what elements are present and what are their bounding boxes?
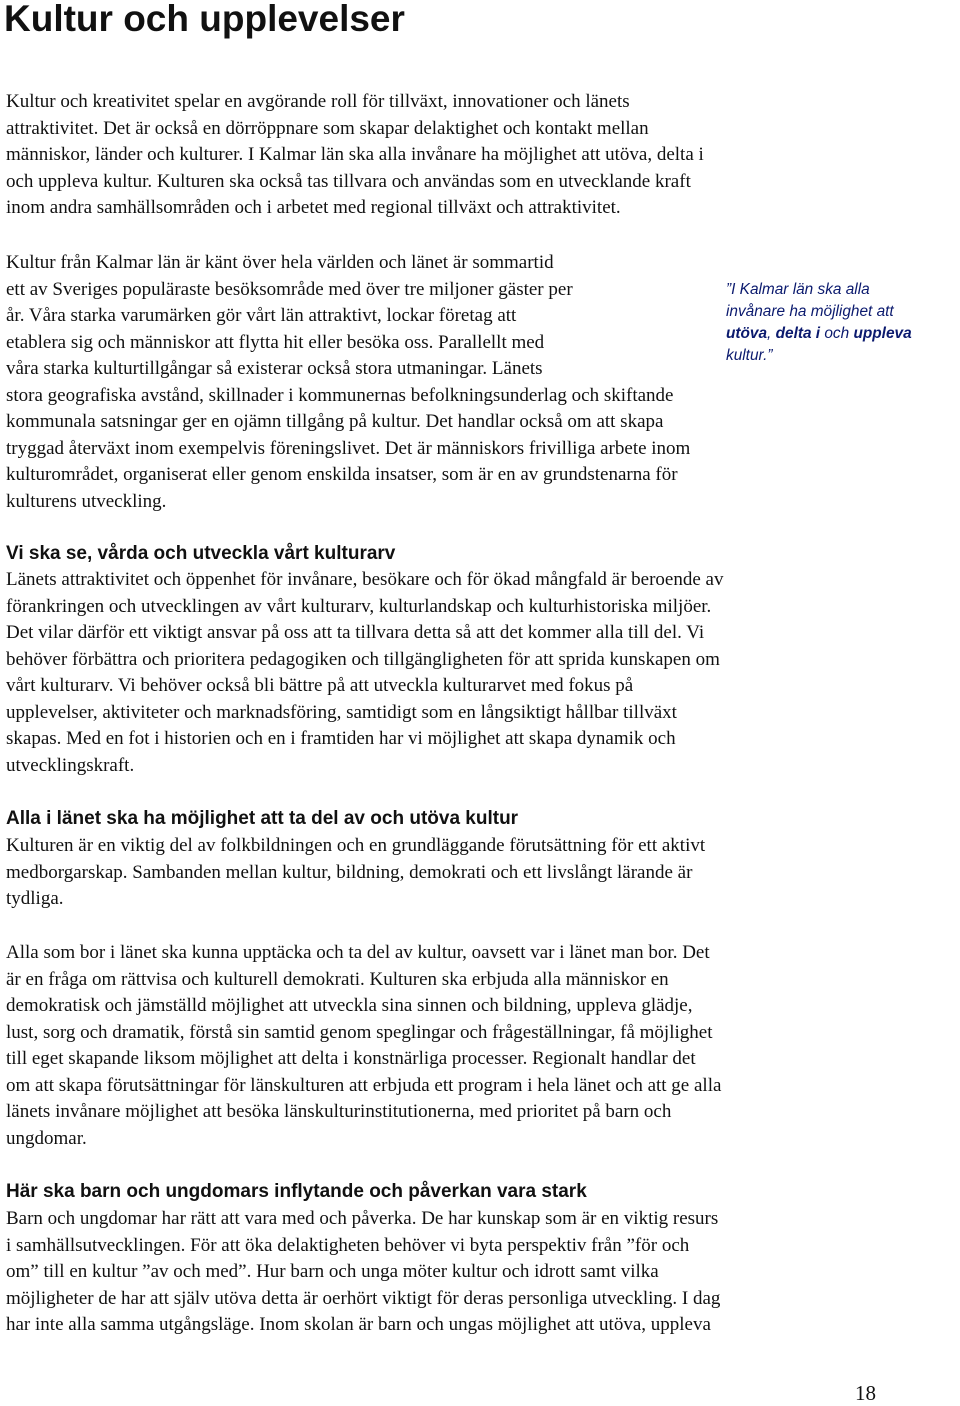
- kalmar-paragraph: [6, 250, 690, 515]
- text-line: om att skapa förutsättningar för länskulturen att erbjuda ett program i hela länet och att ge alla: [6, 1074, 722, 1096]
- pull-quote-separator: ,: [767, 325, 776, 342]
- page-number: 18: [855, 1381, 876, 1405]
- text-line: ungdomar.: [6, 1127, 87, 1149]
- pull-quote-line: ”I Kalmar län ska alla: [726, 281, 870, 298]
- text-line: våra starka kulturtillgångar så existerar också stora utmaningar. Länets: [6, 358, 543, 379]
- text-line: Kultur och kreativitet spelar en avgörande roll för tillväxt, innovationer och länets: [6, 91, 630, 112]
- page-title: Kultur och upplevelser: [4, 0, 405, 39]
- pull-quote: [726, 279, 960, 367]
- pull-quote-line: [726, 323, 960, 345]
- intro-paragraph: [6, 89, 704, 222]
- pull-quote-emphasis: uppleva: [853, 325, 912, 342]
- text-line: och uppleva kultur. Kulturen ska också tas tillvara och användas som en utvecklande kraft: [6, 170, 691, 192]
- text-line: attraktivitet. Det är också en dörröppnare som skapar delaktighet och kontakt mellan: [6, 117, 649, 139]
- text-line: länets invånare möjlighet att besöka länskulturinstitutionerna, med prioritet på barn och: [6, 1101, 672, 1122]
- text-line: medborgarskap. Sambanden mellan kultur, bildning, demokrati och ett livslångt lärande är: [6, 861, 693, 883]
- pull-quote-separator: och: [820, 325, 854, 342]
- text-line: Det vilar därför ett viktigt ansvar på oss att ta tillvara detta så att det kommer alla till del. Vi: [6, 622, 705, 643]
- text-line: skapas. Med en fot i historien och en i framtiden har vi möjlighet att skapa dynamik och: [6, 728, 676, 749]
- text-line: förankringen och utvecklingen av vårt kulturarv, kulturlandskap och kulturhistoriska miljöer.: [6, 595, 712, 617]
- text-line: Länets attraktivitet och öppenhet för invånare, besökare och för ökad mångfald är beroende av: [6, 569, 724, 590]
- kulturarv-paragraph: [6, 567, 723, 779]
- pull-quote-emphasis: delta i: [775, 325, 821, 342]
- section-heading-utova-kultur: Alla i länet ska ha möjlighet att ta del av och utöva kultur: [6, 808, 519, 829]
- text-line: om” till en kultur ”av och med”. Hur barn och unga möter kultur och idrott samt vilka: [6, 1261, 659, 1282]
- text-line: till eget skapande liksom möjlighet att delta i konstnärliga processer. Regionalt handlar det: [6, 1048, 696, 1069]
- text-line: behöver förbättra och prioritera pedagogiken och tillgängligheten för att sprida kunskapen om: [6, 648, 720, 670]
- section-heading-kulturarv: Vi ska se, vårda och utveckla vårt kulturarv: [6, 543, 396, 564]
- text-line: tryggad återväxt inom exempelvis föreningslivet. Det är människors frivilliga arbete inom: [6, 437, 691, 459]
- text-line: kulturens utveckling.: [6, 490, 167, 512]
- text-line: i samhällsutvecklingen. För att öka delaktigheten behöver vi byta perspektiv från ”för och: [6, 1234, 690, 1256]
- text-line: har inte alla samma utgångsläge. Inom skolan är barn och ungas möjlighet att utöva, uppleva: [6, 1314, 711, 1335]
- text-line: människor, länder och kulturer. I Kalmar län ska alla invånare ha möjlighet att utöva, delta i: [6, 144, 704, 165]
- text-line: utvecklingskraft.: [6, 754, 135, 776]
- folkbildning-paragraph: [6, 833, 705, 913]
- text-line: är en fråga om rättvisa och kulturell demokrati. Kulturen ska erbjuda alla människor en: [6, 968, 669, 990]
- text-line: kulturområdet, organiserat eller genom enskilda insatser, som är en av grundstenarna för: [6, 464, 678, 485]
- section-heading-barn-ungdomar: Här ska barn och ungdomars inflytande och påverkan vara stark: [6, 1181, 587, 1202]
- text-line: kommunala satsningar ger en ojämn tillgång på kultur. Det handlar också om att skapa: [6, 411, 664, 432]
- text-line: Barn och ungdomar har rätt att vara med och påverka. De har kunskap som är en viktig resurs: [6, 1208, 719, 1229]
- text-line: inom andra samhällsområden och i arbetet med regional tillväxt och attraktivitet.: [6, 197, 621, 218]
- text-line: år. Våra starka varumärken gör vårt län attraktivt, lockar företag att: [6, 305, 517, 326]
- text-line: Kultur från Kalmar län är känt över hela världen och länet är sommartid: [6, 252, 554, 273]
- text-line: demokratisk och jämställd möjlighet att utveckla sina sinnen och bildning, uppleva glädje,: [6, 995, 693, 1016]
- text-line: möjligheter de har att själv utöva detta är oerhört viktigt för deras personliga utveckling. I dag: [6, 1287, 721, 1309]
- text-line: ett av Sveriges populäraste besöksområde med över tre miljoner gäster per: [6, 278, 573, 300]
- text-line: vårt kulturarv. Vi behöver också bli bättre på att utveckla kulturarvet med fokus på: [6, 675, 634, 696]
- kulturell-demokrati-paragraph: [6, 940, 721, 1152]
- text-line: tydliga.: [6, 888, 64, 909]
- text-line: lust, sorg och dramatik, förstå sin samtid genom speglingar och frågeställningar, få möjlighet: [6, 1021, 713, 1043]
- text-line: upplevelser, aktiviteter och marknadsföring, samtidigt som en långsiktigt hållbar tillväxt: [6, 701, 677, 723]
- pull-quote-emphasis: utöva: [726, 325, 768, 342]
- pull-quote-line: kultur.”: [726, 347, 773, 364]
- text-line: Alla som bor i länet ska kunna upptäcka och ta del av kultur, oavsett var i länet man bor. Det: [6, 942, 710, 963]
- text-line: etablera sig och människor att flytta hit eller besöka oss. Parallellt med: [6, 331, 545, 353]
- text-line: Kulturen är en viktig del av folkbildningen och en grundläggande förutsättning för ett aktivt: [6, 835, 706, 856]
- text-line: stora geografiska avstånd, skillnader i kommunernas befolkningsunderlag och skiftande: [6, 384, 674, 406]
- pull-quote-line: invånare ha möjlighet att: [726, 303, 894, 320]
- barn-ungdomar-paragraph: [6, 1206, 720, 1339]
